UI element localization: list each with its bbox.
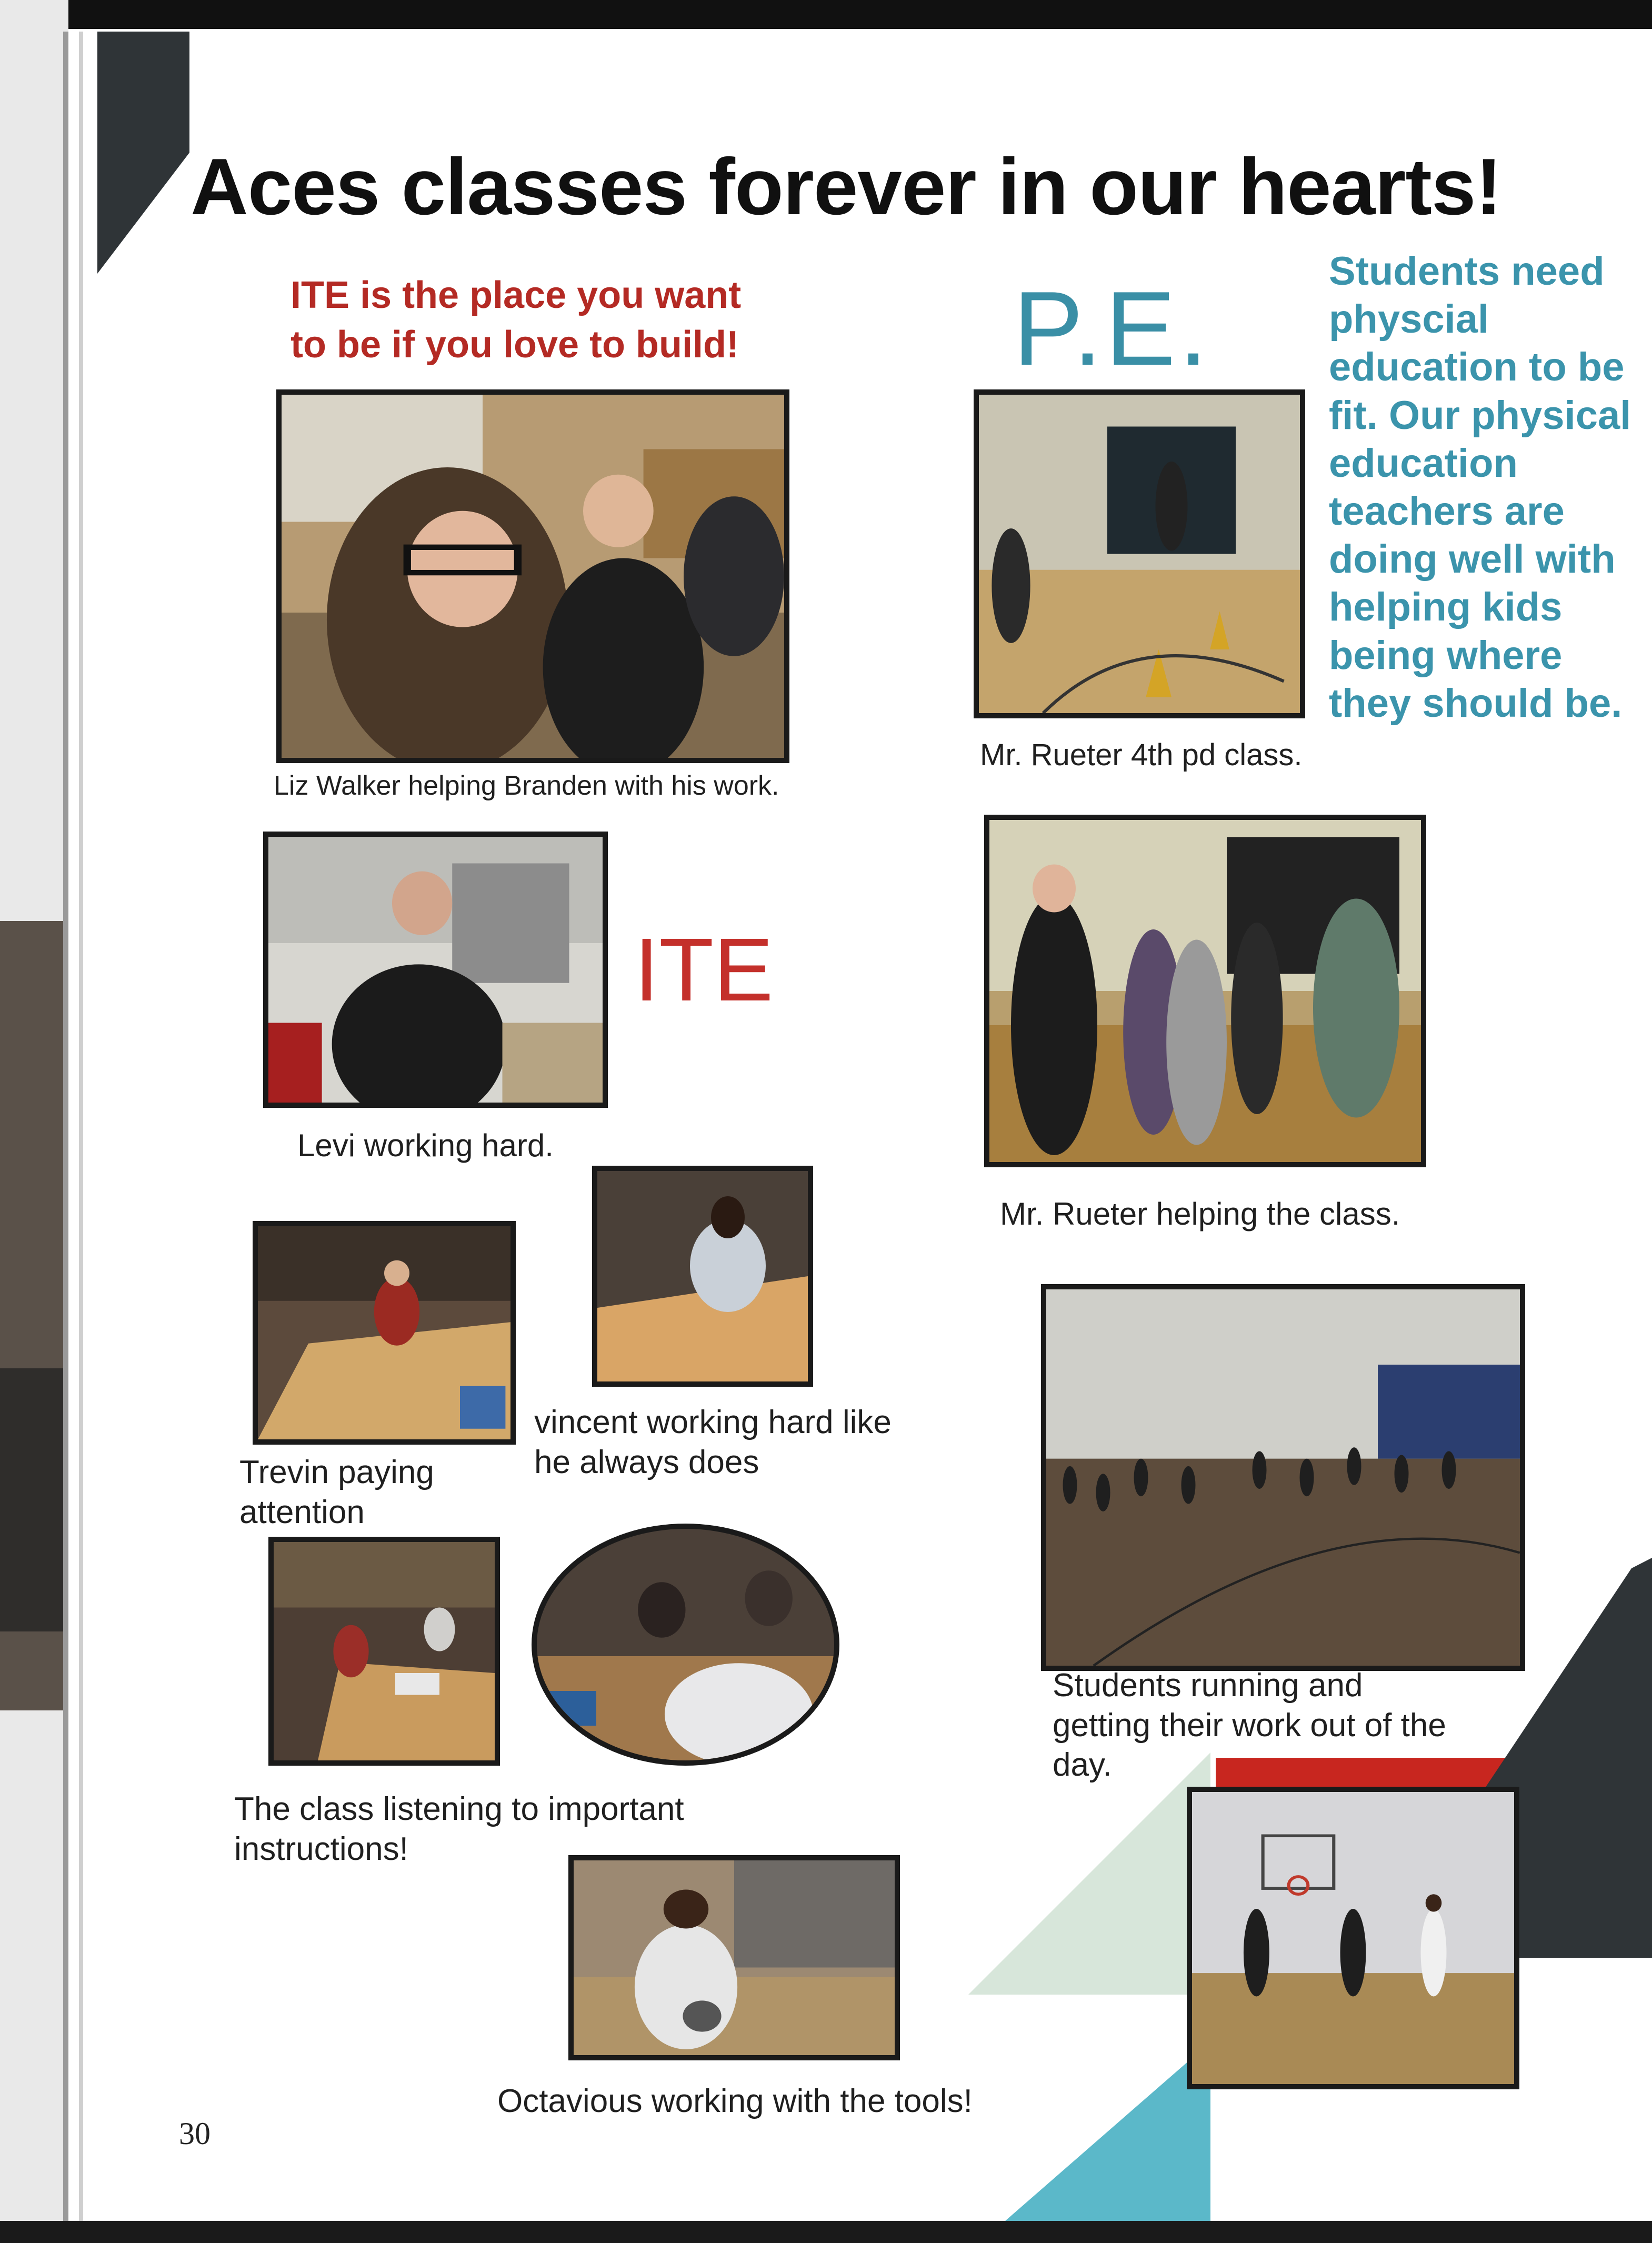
caption-class-line1: The class listening to important xyxy=(234,1791,684,1827)
caption-rueter-4th-pd: Mr. Rueter 4th pd class. xyxy=(980,738,1303,772)
pe-blurb-line: fit. Our physical xyxy=(1329,393,1631,438)
caption-vincent xyxy=(534,1403,892,1482)
caption-vincent-line2: he always does xyxy=(534,1444,759,1480)
pale-mint-triangle xyxy=(968,1753,1210,1995)
caption-students-running xyxy=(1053,1666,1446,1785)
caption-liz-walker: Liz Walker helping Branden with his work. xyxy=(274,770,779,801)
teal-triangle xyxy=(1005,2042,1210,2221)
pe-heading: P.E. xyxy=(1013,270,1212,387)
caption-running-line1: Students running and xyxy=(1053,1667,1363,1704)
caption-trevin-line2: attention xyxy=(239,1494,365,1530)
page-title: Aces classes forever in our hearts! xyxy=(191,142,1502,232)
bottom-edge-strip xyxy=(0,2221,1652,2243)
photo-liz-walker xyxy=(276,389,789,763)
photo-vincent xyxy=(592,1166,813,1387)
photo-rueter-4th-pd xyxy=(974,389,1305,718)
caption-class-line2: instructions! xyxy=(234,1830,408,1867)
pe-blurb-line: education to be xyxy=(1329,345,1625,390)
ite-heading: ITE xyxy=(634,920,774,1020)
ite-tagline-line1: ITE is the place you want xyxy=(291,274,742,316)
caption-octavious: Octavious working with the tools! xyxy=(497,2083,973,2119)
ite-tagline-line2: to be if you love to build! xyxy=(291,323,739,366)
pe-blurb-line: education xyxy=(1329,440,1518,486)
caption-trevin xyxy=(239,1453,434,1532)
photo-oval-classroom xyxy=(532,1524,839,1766)
photo-basketball xyxy=(1187,1787,1519,2089)
photo-class-listening xyxy=(268,1537,500,1766)
photo-rueter-helping xyxy=(984,815,1426,1167)
photo-octavious xyxy=(568,1855,900,2060)
caption-rueter-helping: Mr. Rueter helping the class. xyxy=(1000,1196,1400,1231)
caption-running-line3: day. xyxy=(1053,1747,1112,1784)
photo-levi xyxy=(263,832,608,1108)
top-left-dark-triangle xyxy=(97,32,189,274)
photo-trevin xyxy=(253,1221,516,1445)
caption-running-line2: getting their work out of the xyxy=(1053,1707,1446,1744)
pe-blurb-line: helping kids xyxy=(1329,585,1563,630)
pe-blurb-line: physcial xyxy=(1329,297,1489,342)
pe-blurb-line: Students need xyxy=(1329,249,1605,294)
top-edge-strip xyxy=(0,0,1652,29)
pe-blurb-line: teachers are xyxy=(1329,488,1565,534)
page-number: 30 xyxy=(179,2116,211,2151)
caption-trevin-line1: Trevin paying xyxy=(239,1454,434,1490)
pe-blurb xyxy=(1329,247,1652,727)
pe-blurb-line: being where xyxy=(1329,633,1563,678)
pe-blurb-line: they should be. xyxy=(1329,680,1623,726)
caption-levi: Levi working hard. xyxy=(297,1128,554,1163)
caption-vincent-line1: vincent working hard like xyxy=(534,1404,892,1440)
ite-tagline xyxy=(291,271,741,369)
photo-students-running xyxy=(1041,1284,1525,1671)
pe-blurb-line: doing well with xyxy=(1329,537,1616,582)
